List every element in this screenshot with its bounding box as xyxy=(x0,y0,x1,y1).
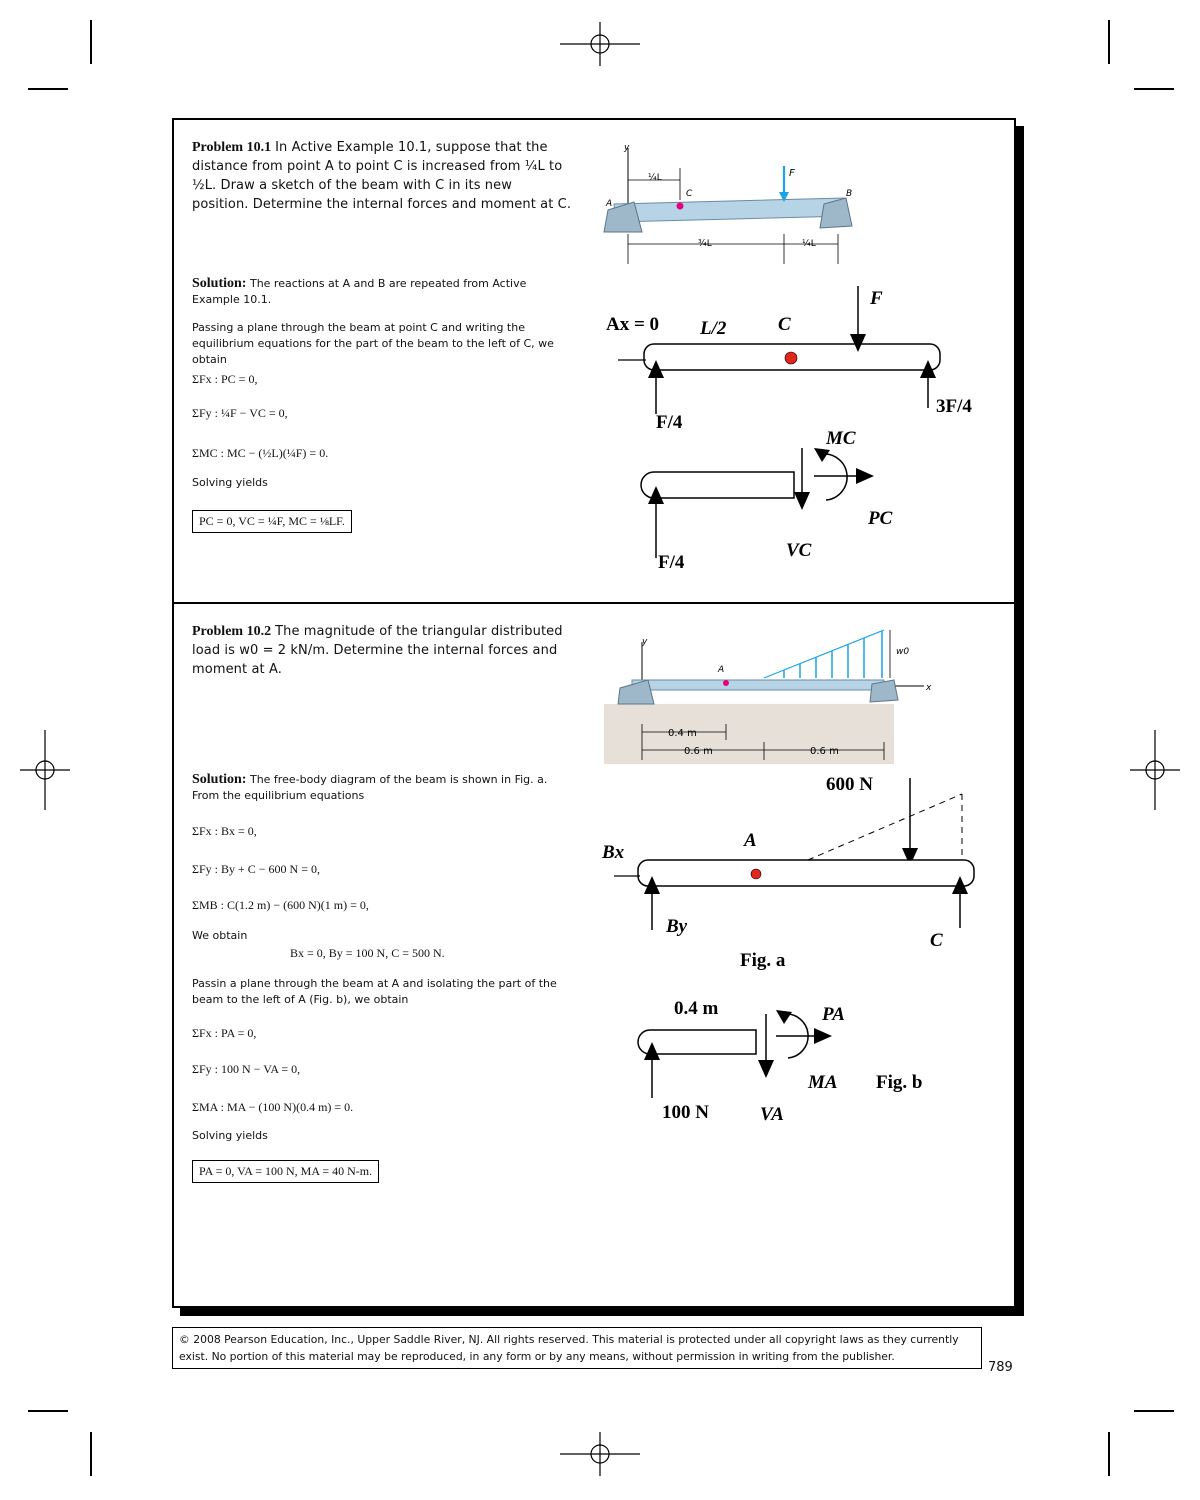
load-profile xyxy=(764,630,884,678)
problem-statement: In Active Example 10.1, suppose that the distance from point A to point C is increased from ¼L to ½L. Draw a sketch of the beam with C in its new position. Determine the internal forces and moment at C. xyxy=(192,140,572,212)
ax-label: Ax = 0 xyxy=(606,314,660,335)
free-body-diagram-10-1 xyxy=(594,278,994,578)
solution-intro-text: The free-body diagram of the beam is shown in Fig. a. From the equilibrium equations xyxy=(192,773,548,802)
dimension-2-label: 0.6 m xyxy=(684,746,713,757)
result: Bx = 0, By = 100 N, C = 500 N. xyxy=(290,946,445,960)
beam xyxy=(614,198,848,222)
solving-yields: Solving yields xyxy=(192,476,268,489)
problem-10-2-panel xyxy=(172,602,1016,1308)
dimension-3-label: 0.6 m xyxy=(810,746,839,757)
point-a-dot xyxy=(751,869,761,879)
point-a-dot xyxy=(723,680,729,686)
solution-intro xyxy=(192,276,572,308)
solution-intro xyxy=(192,772,572,804)
dimension-right-label: ¼L xyxy=(802,239,816,249)
y-axis-label: y xyxy=(624,143,630,153)
equation: ΣFx : PC = 0, xyxy=(192,372,258,386)
crop-mark xyxy=(1134,1410,1174,1412)
equation: ΣMA : MA − (100 N)(0.4 m) = 0. xyxy=(192,1100,354,1114)
passing-plane-text: Passin a plane through the beam at A and isolating the part of the beam to the left of A (Fig. b), we obtain xyxy=(192,977,557,1006)
registration-mark xyxy=(1130,730,1180,810)
load-label: 600 N xyxy=(826,774,873,795)
problem-10-1-statement xyxy=(192,138,572,214)
point-c-label: C xyxy=(686,189,693,199)
axial-pa-label: PA xyxy=(822,1004,845,1025)
length-label: 0.4 m xyxy=(674,998,719,1019)
axial-pa-arrowhead xyxy=(814,1028,832,1044)
crop-mark xyxy=(90,20,92,64)
problem-10-2-statement xyxy=(192,622,572,679)
equation: ΣFy : ¼F − VC = 0, xyxy=(192,406,288,420)
roller-support xyxy=(870,680,898,702)
equation: ΣMC : MC − (½L)(¼F) = 0. xyxy=(192,446,329,460)
moment-mc-arrowhead xyxy=(814,448,830,462)
w0-label: w0 xyxy=(896,647,910,657)
figure-a-caption: Fig. a xyxy=(740,950,786,971)
shear-va-label: VA xyxy=(760,1104,784,1125)
length-label: L/2 xyxy=(700,318,727,339)
crop-mark xyxy=(28,88,68,90)
solving-yields: Solving yields xyxy=(192,1129,268,1142)
moment-ma-arrowhead xyxy=(776,1010,792,1024)
problem-10-1-panel xyxy=(172,118,1016,606)
point-b-label: B xyxy=(846,189,853,199)
reaction-a-label: F/4 xyxy=(656,412,683,433)
dimension-mid-label: ¾L xyxy=(698,239,712,249)
registration-mark xyxy=(560,1432,640,1476)
equation: ΣMB : C(1.2 m) − (600 N)(1 m) = 0, xyxy=(192,898,369,912)
shear-vc-label: VC xyxy=(786,540,812,561)
pin-support xyxy=(618,680,654,704)
point-c-dot xyxy=(677,203,684,210)
solution-label: Solution: xyxy=(192,276,247,291)
problem-heading: Problem 10.2 xyxy=(192,624,272,639)
crop-mark xyxy=(1134,88,1174,90)
crop-mark xyxy=(28,1410,68,1412)
shear-va-arrowhead xyxy=(758,1060,774,1078)
reaction-b-label: 3F/4 xyxy=(936,396,972,417)
figure-b-free-body-diagram xyxy=(594,980,984,1140)
y-axis-label: y xyxy=(642,637,648,647)
solution-text: Passing a plane through the beam at point C and writing the equilibrium equations for the part of the beam to the left of C, we obtain xyxy=(192,321,554,366)
by-label: By xyxy=(666,916,688,937)
ground xyxy=(604,704,894,764)
crop-mark xyxy=(1108,1432,1110,1476)
bx-label: Bx xyxy=(602,842,625,863)
point-c-dot xyxy=(785,352,797,364)
problem-heading: Problem 10.1 xyxy=(192,140,272,155)
solution-label: Solution: xyxy=(192,772,247,787)
page-number: 789 xyxy=(988,1360,1013,1375)
dimension-1-label: 0.4 m xyxy=(668,728,697,739)
axial-pc-arrowhead xyxy=(856,468,874,484)
moment-mc-arc xyxy=(822,454,847,500)
axial-pc-label: PC xyxy=(868,508,893,529)
figure-a-free-body-diagram xyxy=(594,768,984,978)
equation: ΣFy : By + C − 600 N = 0, xyxy=(192,862,320,876)
moment-mc-label: MC xyxy=(826,428,856,449)
point-a-label: A xyxy=(744,830,757,851)
solution-intro-text: The reactions at A and B are repeated from Active Example 10.1. xyxy=(192,277,527,306)
force-f-label: F xyxy=(789,168,795,179)
crop-mark xyxy=(1108,20,1110,64)
point-a-label: A xyxy=(718,665,725,675)
triangular-load-outline xyxy=(808,794,962,860)
reaction-label: 100 N xyxy=(662,1102,709,1123)
answer-box: PC = 0, VC = ¼F, MC = ⅛LF. xyxy=(192,510,352,533)
force-f-label: F xyxy=(870,288,883,309)
we-obtain: We obtain xyxy=(192,929,248,942)
load-arrows xyxy=(784,631,882,678)
registration-mark xyxy=(560,22,640,66)
moment-ma-label: MA xyxy=(808,1072,838,1093)
equation: ΣFx : PA = 0, xyxy=(192,1026,257,1040)
beam-figure xyxy=(594,140,874,270)
copyright-footer: © 2008 Pearson Education, Inc., Upper Saddle River, NJ. All rights reserved. This material is protected under all copyright laws as they currently exist. No portion of this material may be reproduced, in any form or by any means, without permission in writing from the publisher. xyxy=(172,1327,982,1369)
equation: ΣFx : Bx = 0, xyxy=(192,824,257,838)
reaction-label: F/4 xyxy=(658,552,685,573)
point-c-label: C xyxy=(778,314,791,335)
distributed-load-figure xyxy=(594,628,954,768)
dimension-left-label: ¼L xyxy=(648,173,662,183)
crop-mark xyxy=(90,1432,92,1476)
beam xyxy=(632,680,884,690)
figure-b-caption: Fig. b xyxy=(876,1072,923,1093)
shear-vc-arrowhead xyxy=(794,492,810,510)
registration-mark xyxy=(20,730,70,810)
fbd-cut-beam xyxy=(641,472,794,498)
fbd-beam xyxy=(638,860,974,886)
x-axis-label: x xyxy=(926,683,932,693)
reaction-c-label: C xyxy=(930,930,943,951)
point-a-label: A xyxy=(606,199,613,209)
equation: ΣFy : 100 N − VA = 0, xyxy=(192,1062,301,1076)
answer-box: PA = 0, VA = 100 N, MA = 40 N-m. xyxy=(192,1160,379,1183)
problem-statement: The magnitude of the triangular distributed load is w0 = 2 kN/m. Determine the internal forces and moment at A. xyxy=(192,624,563,677)
